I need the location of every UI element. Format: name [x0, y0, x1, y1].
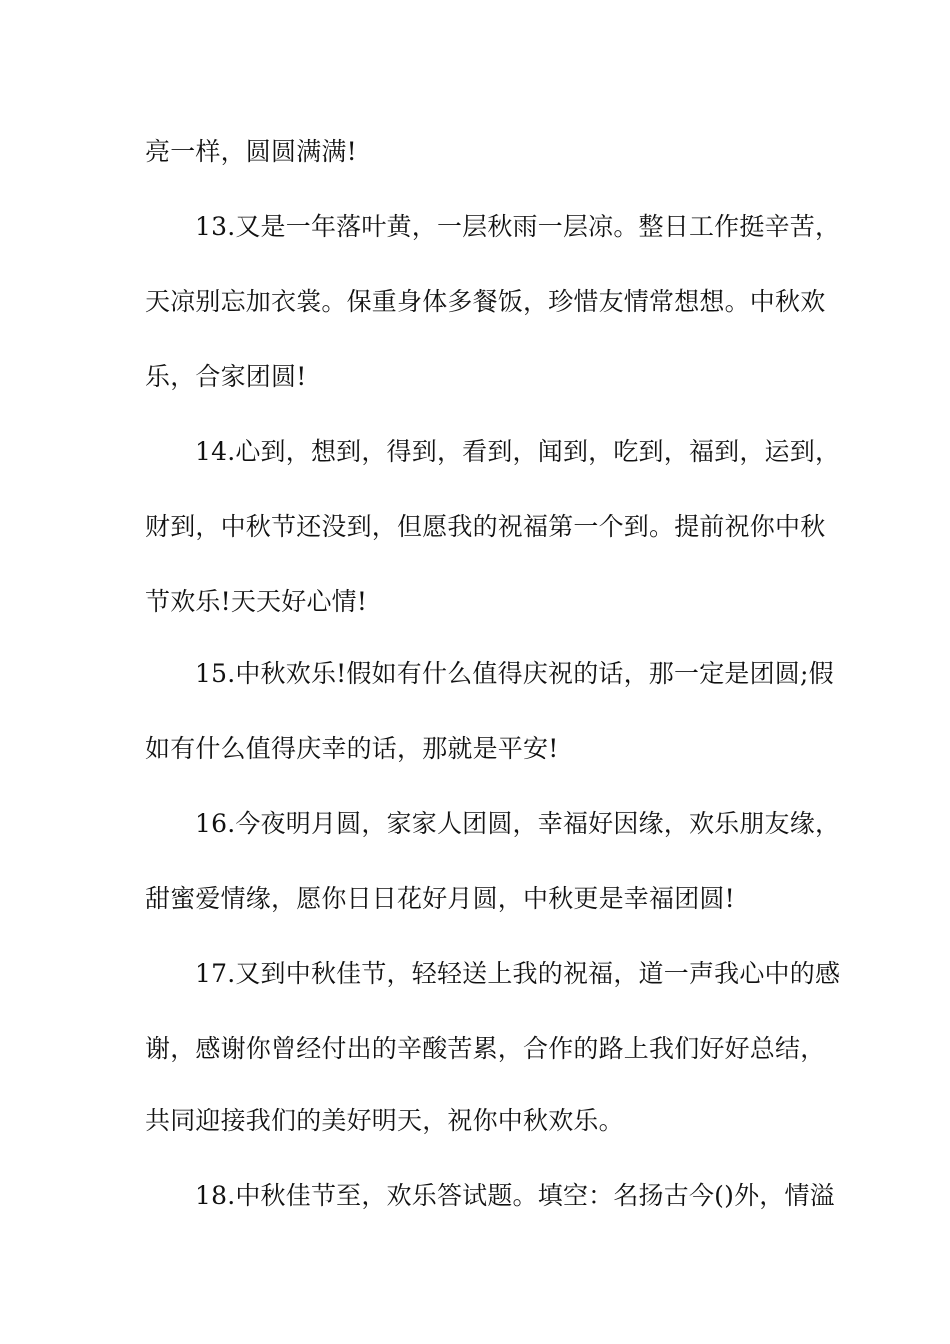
text-line: 节欢乐!天天好心情!: [145, 587, 368, 616]
text-line: 16.今夜明月圆，家家人团圆，幸福好因缘，欢乐朋友缘，: [195, 809, 841, 838]
text-line: 13.又是一年落叶黄，一层秋雨一层凉。整日工作挺辛苦，: [195, 212, 841, 241]
text-line: 15.中秋欢乐!假如有什么值得庆祝的话，那一定是团圆;假: [195, 659, 834, 688]
text-line: 谢，感谢你曾经付出的辛酸苦累，合作的路上我们好好总结，: [145, 1034, 826, 1063]
text-line: 如有什么值得庆幸的话，那就是平安!: [145, 734, 559, 763]
text-line: 甜蜜爱情缘，愿你日日花好月圆，中秋更是幸福团圆!: [145, 884, 735, 913]
text-line: 乐，合家团圆!: [145, 362, 307, 391]
text-line: 亮一样，圆圆满满!: [145, 137, 357, 166]
text-line: 17.又到中秋佳节，轻轻送上我的祝福，道一声我心中的感: [195, 959, 841, 988]
text-line: 18.中秋佳节至，欢乐答试题。填空：名扬古今()外，情溢: [195, 1181, 835, 1210]
text-line: 天凉别忘加衣裳。保重身体多餐饭，珍惜友情常想想。中秋欢: [145, 287, 826, 316]
text-line: 14.心到，想到，得到，看到，闻到，吃到，福到，运到，: [195, 437, 841, 466]
text-line: 共同迎接我们的美好明天，祝你中秋欢乐。: [145, 1106, 624, 1135]
text-line: 财到，中秋节还没到，但愿我的祝福第一个到。提前祝你中秋: [145, 512, 826, 541]
